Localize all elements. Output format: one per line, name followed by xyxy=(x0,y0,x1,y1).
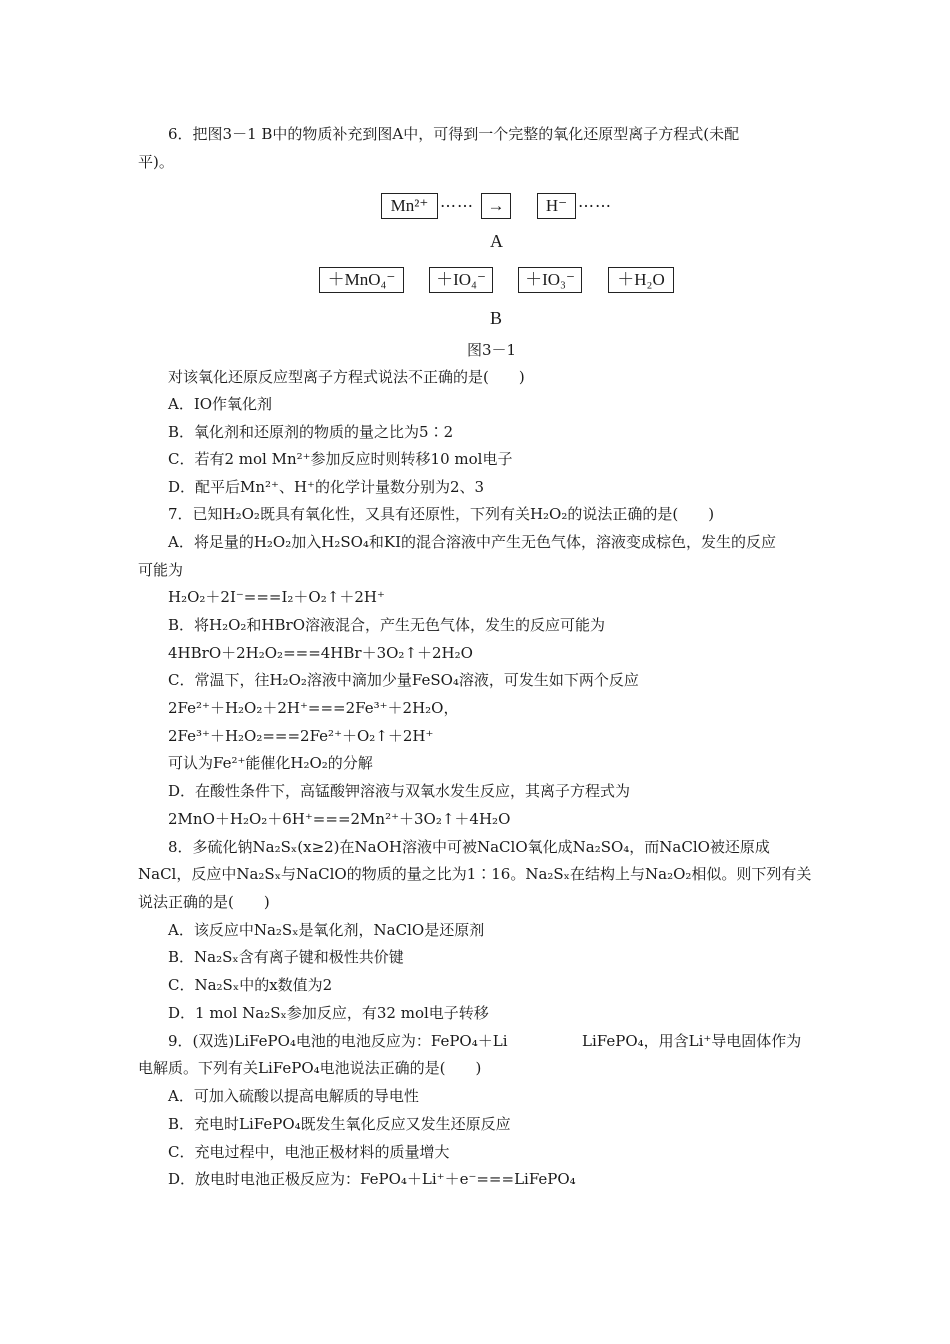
q8-stem-line2: NaCl，反应中Na₂Sₓ与NaClO的物质的量之比为1∶16。Na₂Sₓ在结构上与Na₂O₂相似。则下列有关 xyxy=(138,865,812,883)
q8-option-b: B．Na₂Sₓ含有离子键和极性共价键 xyxy=(168,948,404,966)
q7-option-c-equation2: 2Fe³⁺＋H₂O₂===2Fe²⁺＋O₂↑＋2H⁺ xyxy=(168,727,434,745)
q6-stem-line2: 平)。 xyxy=(138,153,174,171)
q7-stem: 7．已知H₂O₂既具有氧化性，又具有还原性，下列有关H₂O₂的说法正确的是( ) xyxy=(168,505,715,523)
q6-option-b: B．氧化剂和还原剂的物质的量之比为5∶2 xyxy=(168,423,454,441)
q7-option-a-equation: H₂O₂＋2I⁻===I₂＋O₂↑＋2H⁺ xyxy=(168,588,385,606)
q8-stem-line1: 8．多硫化钠Na₂Sₓ(x≥2)在NaOH溶液中可被NaClO氧化成Na₂SO₄，而NaClO被还原成 xyxy=(168,838,770,856)
figA-box-h: H⁻ xyxy=(537,193,576,219)
figA-dots-1: …… xyxy=(440,192,474,211)
figA-dots-2: …… xyxy=(578,192,612,211)
q7-option-c-line4: 可认为Fe²⁺能催化H₂O₂的分解 xyxy=(168,754,373,772)
q7-option-b-line1: B．将H₂O₂和HBrO溶液混合，产生无色气体，发生的反应可能为 xyxy=(168,616,606,634)
figB-box-h2o: ＋H₂O xyxy=(608,267,674,293)
q7-option-a-line1: A．将足量的H₂O₂加入H₂SO₄和KI的混合溶液中产生无色气体，溶液变成棕色，发生的反应 xyxy=(168,533,777,551)
q9-stem-line1-part1: 9．(双选)LiFePO₄电池的电池反应为：FePO₄＋Li xyxy=(168,1032,508,1050)
q6-stem-line1: 6．把图3－1 B中的物质补充到图A中，可得到一个完整的氧化还原型离子方程式(未配 xyxy=(168,125,740,143)
figB-box-mno4: ＋MnO₄⁻ xyxy=(319,267,404,293)
q6-question: 对该氧化还原反应型离子方程式说法不正确的是( ) xyxy=(168,368,525,386)
q9-option-c: C．充电过程中，电池正极材料的质量增大 xyxy=(168,1143,450,1161)
q8-stem-line3: 说法正确的是( ) xyxy=(138,893,270,911)
q8-option-c: C．Na₂Sₓ中的x数值为2 xyxy=(168,976,333,994)
q8-option-a: A．该反应中Na₂Sₓ是氧化剂，NaClO是还原剂 xyxy=(168,921,485,939)
q9-option-a: A．可加入硫酸以提高电解质的导电性 xyxy=(168,1087,419,1105)
q8-option-d: D．1 mol Na₂Sₓ参加反应，有32 mol电子转移 xyxy=(168,1004,489,1022)
q7-option-b-equation: 4HBrO＋2H₂O₂===4HBr＋3O₂↑＋2H₂O xyxy=(168,644,473,662)
figA-label: A xyxy=(490,231,503,251)
q7-option-d-line1: D．在酸性条件下，高锰酸钾溶液与双氧水发生反应，其离子方程式为 xyxy=(168,782,631,800)
q9-stem-line1-part2: LiFePO₄，用含Li⁺导电固体作为 xyxy=(582,1032,802,1050)
figA-box-arrow: → xyxy=(481,193,511,219)
figB-box-io4: ＋IO₄⁻ xyxy=(429,267,493,293)
q9-option-b: B．充电时LiFePO₄既发生氧化反应又发生还原反应 xyxy=(168,1115,511,1133)
q7-option-c-equation1: 2Fe²⁺＋H₂O₂＋2H⁺===2Fe³⁺＋2H₂O， xyxy=(168,699,459,717)
q6-option-d: D．配平后Mn²⁺、H⁺的化学计量数分别为2、3 xyxy=(168,478,485,496)
q7-option-d-equation: 2MnO＋H₂O₂＋6H⁺===2Mn²⁺＋3O₂↑＋4H₂O xyxy=(168,810,511,828)
q6-option-a: A．IO作氧化剂 xyxy=(168,395,273,413)
q6-option-c: C．若有2 mol Mn²⁺参加反应时则转移10 mol电子 xyxy=(168,450,513,468)
figB-box-io3: ＋IO₃⁻ xyxy=(518,267,582,293)
q7-option-c-line1: C．常温下，往H₂O₂溶液中滴加少量FeSO₄溶液，可发生如下两个反应 xyxy=(168,671,639,689)
figA-box-mn: Mn²⁺ xyxy=(381,193,438,219)
figB-label: B xyxy=(490,308,503,328)
q7-option-a-line2: 可能为 xyxy=(138,561,184,579)
q9-option-d: D．放电时电池正极反应为：FePO₄＋Li⁺＋e⁻===LiFePO₄ xyxy=(168,1170,576,1188)
q9-stem-line2: 电解质。下列有关LiFePO₄电池说法正确的是( ) xyxy=(138,1059,482,1077)
figure-caption: 图3－1 xyxy=(467,341,517,359)
